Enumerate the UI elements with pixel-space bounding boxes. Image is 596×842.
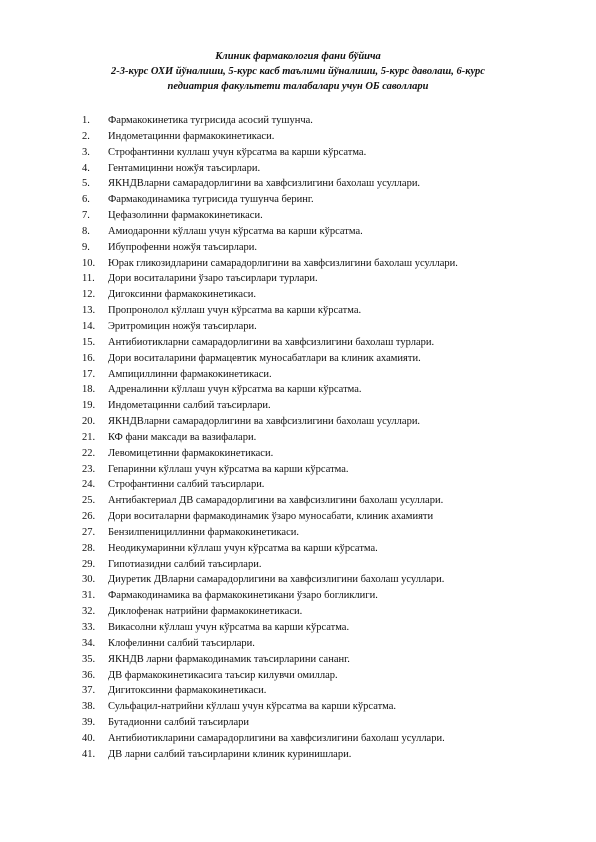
question-text: Викасолни кўллаш учун кўрсатма ва карши кўрсатма. — [108, 622, 350, 633]
question-text: Неодикумаринни кўллаш учун кўрсатма ва карши кўрсатма. — [108, 542, 378, 554]
question-text: ЯКНДВларни самарадорлигини ва хавфсизлигини бахолаш усуллари. — [108, 178, 421, 190]
question-number: 17. — [82, 368, 96, 380]
question-text: Фармакодинамика тугрисида тушунча беринг. — [108, 194, 314, 206]
question-number: 16. — [82, 352, 96, 364]
question-text: Индометацинни салбий таъсирлари. — [108, 400, 271, 412]
question-number: 1. — [82, 115, 90, 126]
question-text: Дори воситаларини ўзаро таъсирлари турлари. — [108, 273, 318, 285]
document-header — [60, 49, 536, 94]
list-item — [0, 335, 596, 351]
list-item — [0, 525, 596, 541]
list-item — [0, 477, 596, 493]
question-text: Дигитоксинни фармакокинетикаси. — [108, 685, 267, 697]
question-text: Амиодаронни кўллаш учун кўрсатма ва карши кўрсатма. — [108, 225, 363, 237]
question-number: 10. — [82, 257, 96, 269]
list-item — [0, 557, 596, 573]
list-item — [0, 271, 596, 287]
question-number: 26. — [82, 511, 96, 523]
list-item — [0, 351, 596, 367]
list-item — [0, 668, 596, 684]
question-text: Антибактериал ДВ самарадорлигини ва хавфсизлигини бахолаш усуллари. — [108, 495, 444, 507]
list-item — [0, 192, 596, 208]
question-text: ДВ ларни салбий таъсирларини клиник куринишлари. — [108, 748, 352, 760]
question-text: Антибиотикларини самарадорлигини ва хавфсизлигини бахолаш усуллари. — [108, 732, 445, 744]
header-line-2: 2-3-курс ОХИ йўналиши, 5-курс касб таълими йўналиши, 5-курс даволаш, 6-курс — [111, 66, 485, 77]
list-item — [0, 683, 596, 699]
list-item — [0, 208, 596, 224]
list-item — [0, 747, 596, 763]
list-item — [0, 129, 596, 145]
question-number: 5. — [82, 178, 90, 190]
header-line-1: Клиник фармакология фани бўйича — [215, 51, 381, 62]
question-number: 4. — [82, 162, 90, 174]
list-item — [0, 446, 596, 462]
list-item — [0, 604, 596, 620]
question-text: Бутадионни салбий таъсирлари — [108, 717, 250, 729]
question-text: Цефазолинни фармакокинетикаси. — [108, 210, 263, 222]
list-item — [0, 414, 596, 430]
question-number: 7. — [82, 210, 90, 222]
question-number: 30. — [82, 574, 96, 586]
question-number: 40. — [82, 732, 96, 744]
list-item — [0, 240, 596, 256]
question-text: Бензилпенициллинни фармакокинетикаси. — [108, 526, 299, 538]
question-number: 23. — [82, 463, 96, 475]
question-number: 31. — [82, 590, 96, 602]
question-text: Юрак гликозидларини самарадорлигини ва хавфсизлигини бахолаш усуллари. — [108, 257, 458, 269]
question-number: 24. — [82, 479, 96, 491]
question-number: 8. — [82, 225, 90, 237]
list-item — [0, 636, 596, 652]
question-text: Строфантинни салбий таъсирлари. — [108, 479, 265, 491]
question-number: 37. — [82, 685, 96, 697]
list-item — [0, 620, 596, 636]
question-text: ЯКНДВ ларни фармакодинамик таъсирларини сананг. — [108, 653, 350, 665]
question-list — [0, 113, 596, 763]
question-text: Левомицетинни фармакокинетикаси. — [108, 447, 274, 459]
question-number: 18. — [82, 384, 96, 396]
list-item — [0, 699, 596, 715]
question-text: Сульфацил-натрийни кўллаш учун кўрсатма ва карши кўрсатма. — [108, 701, 397, 713]
question-number: 21. — [82, 431, 96, 443]
question-text: Индометацинни фармакокинетикаси. — [108, 130, 275, 142]
question-number: 19. — [82, 400, 96, 412]
question-text: Антибиотикларни самарадорлигини ва хавфсизлигини бахолаш турлари. — [108, 336, 435, 348]
question-text: Гипотиазидни салбий таъсирлари. — [108, 558, 262, 570]
list-item — [0, 303, 596, 319]
question-number: 41. — [82, 748, 96, 760]
question-number: 20. — [82, 416, 96, 428]
question-number: 2. — [82, 130, 90, 142]
list-item — [0, 430, 596, 446]
question-number: 6. — [82, 194, 90, 206]
list-item — [0, 176, 596, 192]
list-item — [0, 715, 596, 731]
question-text: Строфантинни куллаш учун кўрсатма ва карши кўрсатма. — [108, 146, 367, 158]
question-text: Эритромицин ножўя таъсирлари. — [108, 320, 257, 332]
question-text: ДВ фармакокинетикасига таъсир килувчи омиллар. — [108, 669, 338, 681]
list-item — [0, 572, 596, 588]
list-item — [0, 382, 596, 398]
question-number: 15. — [82, 336, 96, 348]
list-item — [0, 367, 596, 383]
question-text: Диклофенак натрийни фармакокинетикаси. — [108, 606, 303, 618]
question-number: 33. — [82, 622, 96, 633]
question-number: 11. — [82, 273, 95, 285]
list-item — [0, 319, 596, 335]
list-item — [0, 493, 596, 509]
list-item — [0, 588, 596, 604]
question-text: Диуретик ДВларни самарадорлигини ва хавфсизлигини бахолаш усуллари. — [108, 574, 445, 586]
question-number: 22. — [82, 447, 96, 459]
header-line-3: педиатрия факультети талабалари учун ОБ саволлари — [167, 81, 429, 92]
list-item — [0, 731, 596, 747]
question-number: 34. — [82, 637, 96, 649]
list-item — [0, 541, 596, 557]
question-number: 39. — [82, 717, 96, 729]
question-text: Дори воситаларини фармацевтик муносабатлари ва клиник ахамияти. — [108, 352, 421, 364]
question-text: Дори воситаларни фармакодинамик ўзаро муносабати, клиник ахамияти — [108, 511, 434, 523]
question-number: 25. — [82, 495, 96, 507]
question-number: 13. — [82, 305, 96, 317]
list-item — [0, 224, 596, 240]
question-text: Адреналинни кўллаш учун кўрсатма ва карши кўрсатма. — [108, 384, 362, 396]
question-number: 35. — [82, 653, 96, 665]
question-number: 12. — [82, 289, 96, 301]
question-number: 36. — [82, 669, 96, 681]
question-text: ЯКНДВларни самарадорлигини ва хавфсизлигини бахолаш усуллари. — [108, 416, 421, 428]
question-text: Клофелинни салбий таъсирлари. — [108, 637, 255, 649]
question-text: Фармакокинетика тугрисида асосий тушунча. — [108, 115, 313, 126]
list-item — [0, 509, 596, 525]
question-number: 14. — [82, 320, 96, 332]
question-text: Пропронолол кўллаш учун кўрсатма ва карши кўрсатма. — [108, 305, 362, 317]
question-number: 9. — [82, 241, 90, 253]
list-item — [0, 462, 596, 478]
question-number: 32. — [82, 606, 96, 618]
question-text: КФ фани максади ва вазифалари. — [108, 431, 257, 443]
list-item — [0, 256, 596, 272]
question-text: Фармакодинамика ва фармакокинетикани ўзаро богликлиги. — [108, 590, 378, 602]
list-item — [0, 398, 596, 414]
question-text: Дигоксинни фармакокинетикаси. — [108, 289, 256, 301]
list-item — [0, 145, 596, 161]
list-item — [0, 113, 596, 129]
question-number: 3. — [82, 146, 90, 158]
question-text: Ампициллинни фармакокинетикаси. — [108, 368, 272, 380]
question-text: Гентамицинни ножўя таъсирлари. — [108, 162, 261, 174]
question-number: 28. — [82, 542, 96, 554]
list-item — [0, 652, 596, 668]
question-text: Ибупрофенни ножўя таъсирлари. — [108, 241, 257, 253]
question-number: 38. — [82, 701, 96, 713]
question-number: 27. — [82, 526, 96, 538]
list-item — [0, 287, 596, 303]
question-text: Гепаринни кўллаш учун кўрсатма ва карши кўрсатма. — [108, 463, 349, 475]
question-number: 29. — [82, 558, 96, 570]
list-item — [0, 161, 596, 177]
